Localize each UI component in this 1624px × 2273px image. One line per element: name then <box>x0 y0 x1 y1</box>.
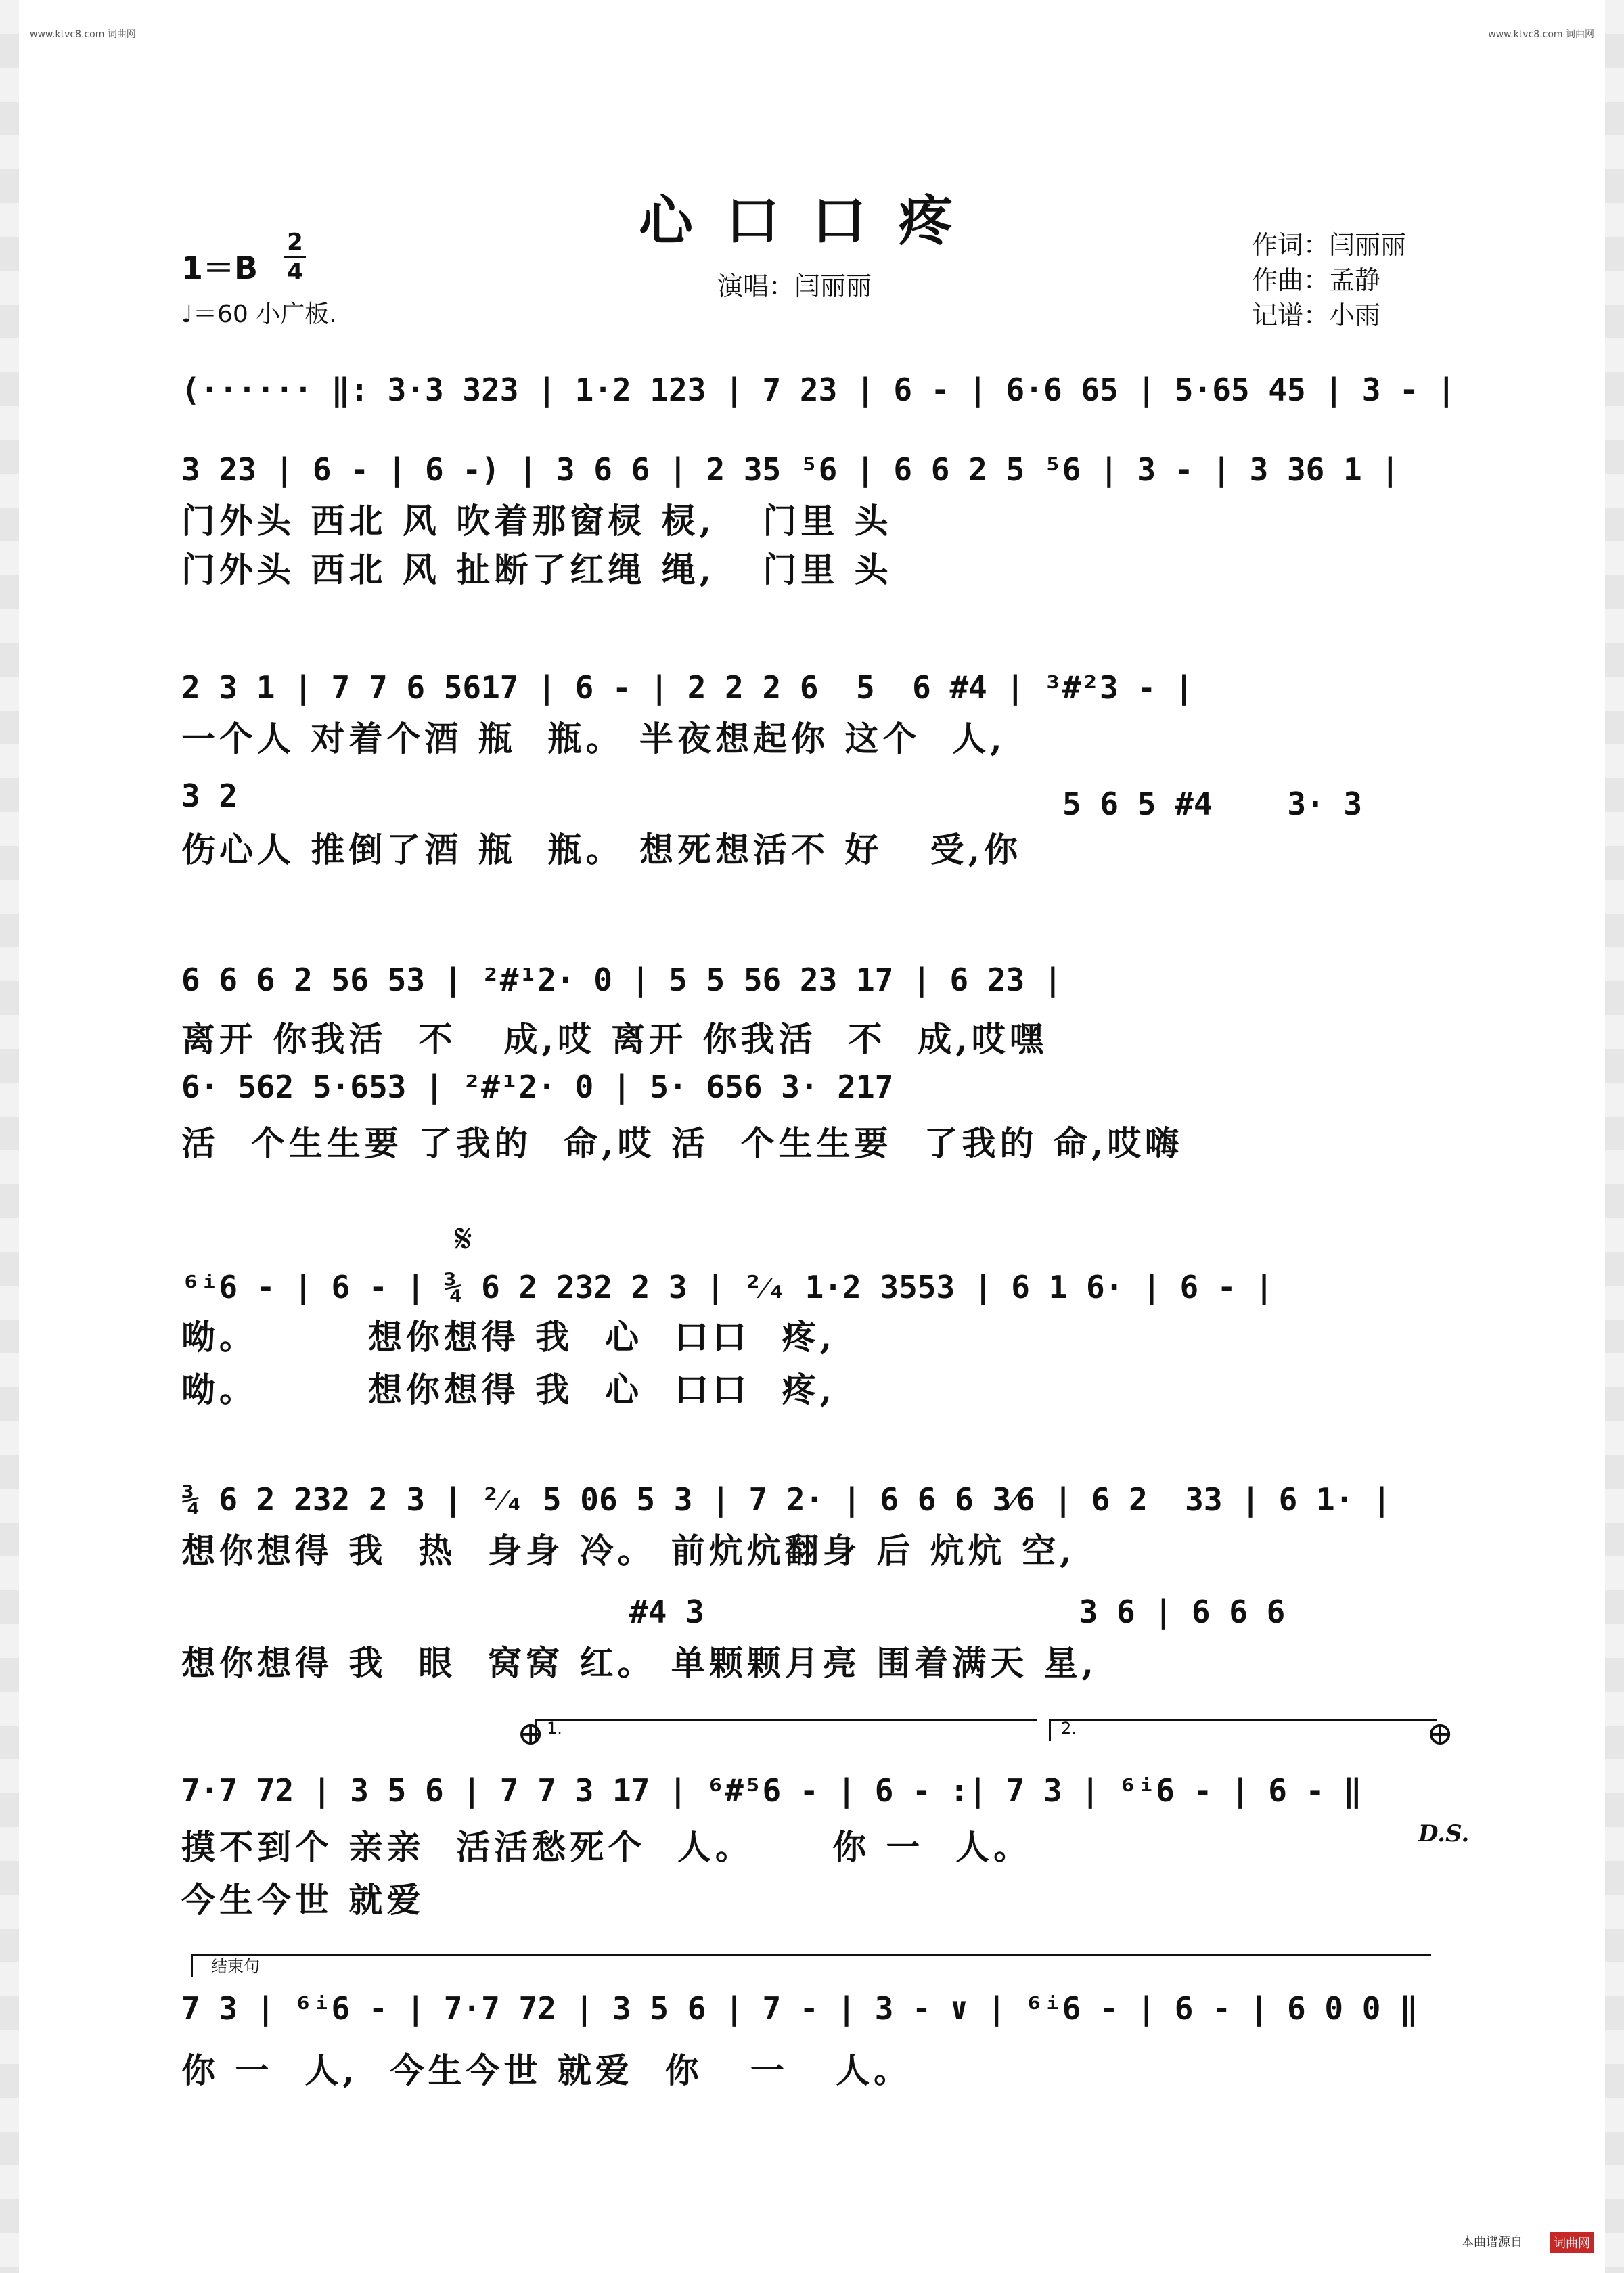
right-margin-strip <box>1605 0 1624 2273</box>
lyric-row-3-verse-2: 伤心人 推倒了酒 瓶 瓶。 想死想活不 好 受,你 <box>181 830 1022 870</box>
meter-bottom: 4 <box>287 258 303 286</box>
segno-sign: 𝄋 <box>455 1215 472 1263</box>
singer-credit: 演唱：闫丽丽 <box>717 271 872 301</box>
dal-segno-mark: D.S. <box>1418 1820 1470 1847</box>
key-signature: 1＝B <box>181 250 258 286</box>
meter-top: 2 <box>287 229 303 256</box>
ending-bracket <box>191 1954 1431 1977</box>
alt-notes-row-3b: 5 6 5 #4 3· 3 <box>1062 786 1363 822</box>
coda-sign-start: ⊕ <box>517 1715 545 1753</box>
lyric-row-5-verse-2: 呦。 想你想得 我 心 口口 疼, <box>181 1370 836 1410</box>
lyric-row-3-verse-1: 一个人 对着个酒 瓶 瓶。 半夜想起你 这个 人, <box>181 719 1006 759</box>
lyric-row-4-verse-2: 活 个生生要 了我的 命,哎 活 个生生要 了我的 命,哎嗨 <box>181 1123 1183 1163</box>
coda-sign-end: ⊕ <box>1426 1715 1454 1753</box>
time-signature <box>283 229 307 286</box>
credits <box>1252 227 1406 333</box>
footer-site-badge: 词曲网 <box>1550 2232 1594 2253</box>
lyric-row-2-verse-1: 门外头 西北 风 吹着那窗棂 棂, 门里 头 <box>181 501 893 541</box>
notation-row-5: ⁶ⁱ6 - | 6 - | ¾ 6 2 232 2 3 | ²⁄₄ 1·2 3553 | 6 1 6· | 6 - | <box>181 1269 1273 1305</box>
volta-bracket-1 <box>535 1719 1037 1741</box>
notation-row-1: (······ ‖: 3·3 323 | 1·2 123 | 7 23 | 6 - | 6·6 65 | 5·65 45 | 3 - | <box>181 372 1456 408</box>
volta-1-label: 1. <box>547 1719 562 1738</box>
notation-row-6: ¾ 6 2 232 2 3 | ²⁄₄ 5 06 5 3 | 7 2· | 6 6 6 3⁄6 | 6 2 33 | 6 1· | <box>181 1481 1391 1518</box>
lyric-row-7-verse-2: 今生今世 就爱 <box>181 1880 425 1920</box>
lyricist-credit: 作词：闫丽丽 <box>1252 230 1407 260</box>
transcriber-credit: 记谱：小雨 <box>1252 300 1381 330</box>
alt-notes-row-3a: 3 2 <box>181 778 238 814</box>
notation-row-4: 6 6 6 2 56 53 | ²#¹2· 0 | 5 5 56 23 17 | 6 23 | <box>181 962 1062 998</box>
lyric-row-6-verse-1: 想你想得 我 热 身身 冷。 前炕炕翻身 后 炕炕 空, <box>181 1531 1076 1571</box>
site-watermark-left: www.ktvc8.com 词曲网 <box>30 29 136 40</box>
song-title: 心口口疼 <box>639 189 985 252</box>
lyric-row-7-verse-1: 摸不到个 亲亲 活活愁死个 人。 你 一 人。 <box>181 1827 1032 1867</box>
tempo-marking: ♩＝60 小广板. <box>181 300 337 328</box>
lyric-row-8: 你 一 人, 今生今世 就爱 你 一 人。 <box>181 2050 912 2090</box>
ending-label: 结束句 <box>211 1957 260 1976</box>
left-margin-strip <box>0 0 19 2273</box>
lyric-row-4-verse-1: 离开 你我活 不 成,哎 离开 你我活 不 成,哎嘿 <box>181 1019 1047 1059</box>
site-watermark-right: www.ktvc8.com 词曲网 <box>1488 29 1594 40</box>
lyric-row-2-verse-2: 门外头 西北 风 扯断了红绳 绳, 门里 头 <box>181 549 893 589</box>
notation-row-7: 7·7 72 | 3 5 6 | 7 7 3 17 | ⁶#⁵6 - | 6 - :| 7 3 | ⁶ⁱ6 - | 6 - ‖ <box>181 1772 1362 1809</box>
lyric-row-5-verse-1: 呦。 想你想得 我 心 口口 疼, <box>181 1317 836 1357</box>
volta-2-label: 2. <box>1061 1719 1077 1738</box>
footer-source-text: 本曲谱源自 <box>1462 2235 1522 2249</box>
alt-notes-row-4: 6· 562 5·653 | ²#¹2· 0 | 5· 656 3· 217 <box>181 1068 894 1105</box>
alt-notes-row-6: #4 3 3 6 | 6 6 6 <box>629 1594 1286 1630</box>
notation-row-2: 3 23 | 6 - | 6 -) | 3 6 6 | 2 35 ⁵6 | 6 6 2 5 ⁵6 | 3 - | 3 36 1 | <box>181 451 1400 488</box>
composer-credit: 作曲：孟静 <box>1252 265 1381 295</box>
lyric-row-6-verse-2: 想你想得 我 眼 窝窝 红。 单颗颗月亮 围着满天 星, <box>181 1643 1098 1683</box>
volta-bracket-2 <box>1049 1719 1437 1741</box>
notation-row-3: 2 3 1 | 7 7 6 5617 | 6 - | 2 2 2 6 5 6 #4 | ³#²3 - | <box>181 669 1194 706</box>
notation-row-8: 7 3 | ⁶ⁱ6 - | 7·7 72 | 3 5 6 | 7 - | 3 - ∨ | ⁶ⁱ6 - | 6 - | 6 0 0 ‖ <box>181 1990 1418 2027</box>
